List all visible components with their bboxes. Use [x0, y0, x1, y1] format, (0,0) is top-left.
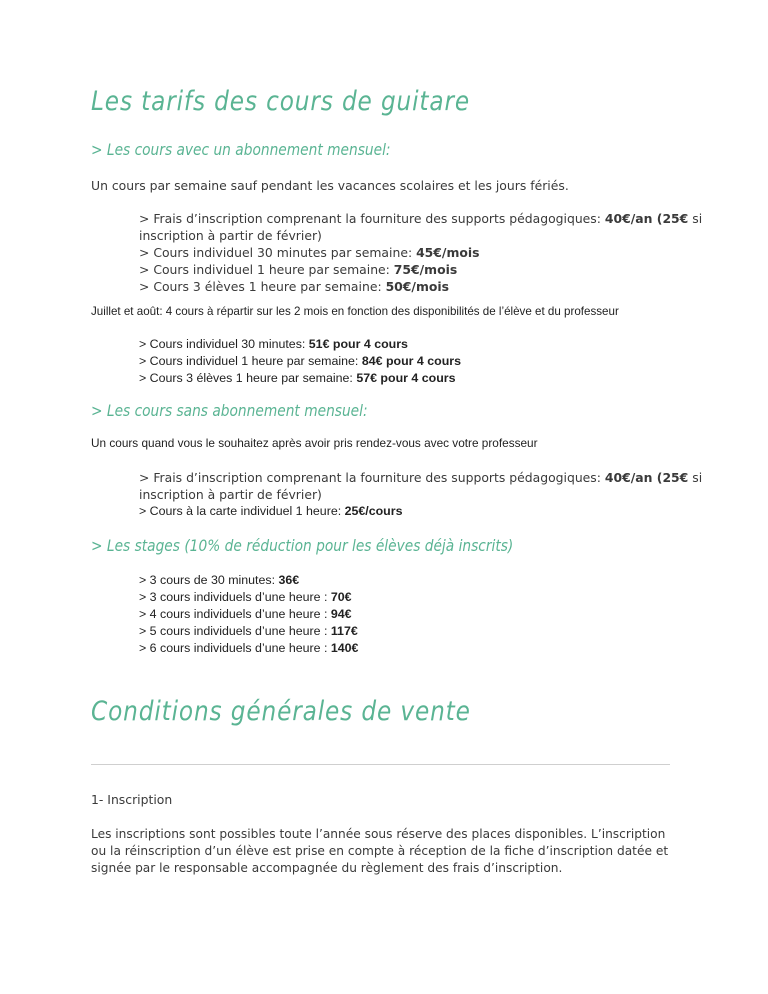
list-item	[139, 261, 679, 278]
item-text: > Cours à la carte individuel 1 heure:	[139, 504, 345, 518]
monthly-intro: Un cours par semaine sauf pendant les vacances scolaires et les jours fériés.	[91, 178, 569, 193]
item-price: 94€	[330, 607, 352, 621]
summer-intro: Juillet et août: 4 cours à répartir sur les 2 mois en fonction des disponibilités de l’élève et du professeur	[91, 305, 619, 318]
list-item	[139, 589, 679, 606]
monthly-list	[139, 210, 703, 295]
item-text: > 4 cours individuels d’une heure :	[139, 607, 331, 621]
fees-line	[139, 210, 703, 227]
cgv-subheading: 1- Inscription	[91, 792, 173, 807]
fees-text: > Frais d’inscription comprenant la fourniture des supports pédagogiques:	[139, 211, 605, 226]
item-price: 50€/mois	[385, 279, 449, 294]
item-price: 45€/mois	[416, 245, 480, 260]
page-title: Les tarifs des cours de guitare	[91, 86, 471, 117]
fees-text-end: si	[688, 211, 703, 226]
fees-line-2: inscription à partir de février)	[139, 487, 322, 502]
item-price: 57€ pour 4 cours	[356, 371, 456, 385]
item-text: > Cours individuel 30 minutes par semaine:	[139, 245, 417, 260]
item-price: 25€/cours	[344, 504, 403, 518]
list-item	[139, 278, 679, 295]
item-text: > Cours individuel 1 heure par semaine:	[139, 354, 362, 368]
item-text: > Cours 3 élèves 1 heure par semaine:	[139, 279, 386, 294]
item-price: 140€	[330, 641, 359, 655]
item-text: > Cours individuel 1 heure par semaine:	[139, 262, 394, 277]
list-item	[139, 336, 679, 353]
item-text: > 6 cours individuels d’une heure :	[139, 641, 331, 655]
item-price: 84€ pour 4 cours	[361, 354, 461, 368]
item-price: 117€	[330, 624, 358, 638]
fees-line	[139, 469, 703, 486]
list-item	[139, 572, 679, 589]
cgv-paragraph: Les inscriptions sont possibles toute l’année sous réserve des places disponibles. L’inscription ou la réinscription d’un élève est prise en compte à réception de la fiche d’inscription datée et signée par le responsable accompagnée du règlement des frais d’inscription.	[91, 827, 669, 875]
list-item	[139, 503, 679, 520]
list-item	[139, 606, 679, 623]
item-price: 36€	[278, 573, 300, 587]
item-price: 75€/mois	[393, 262, 458, 277]
no-sub-intro: Un cours quand vous le souhaitez après avoir pris rendez-vous avec votre professeur	[91, 436, 538, 450]
item-text: > 3 cours de 30 minutes:	[139, 573, 279, 587]
heading-monthly: > Les cours avec un abonnement mensuel:	[91, 140, 391, 159]
heading-stages: > Les stages (10% de réduction pour les élèves déjà inscrits)	[91, 536, 514, 555]
item-text: > 3 cours individuels d’une heure :	[139, 590, 331, 604]
fees-text-end: si	[688, 470, 703, 485]
list-item	[139, 640, 679, 657]
list-item	[139, 623, 679, 640]
cgv-title: Conditions générales de vente	[91, 696, 471, 727]
heading-no-subscription: > Les cours sans abonnement mensuel:	[91, 401, 368, 420]
item-text: > 5 cours individuels d’une heure :	[139, 624, 331, 638]
fees-text: > Frais d’inscription comprenant la fourniture des supports pédagogiques:	[139, 470, 605, 485]
fees-line-2: inscription à partir de février)	[139, 228, 322, 243]
stages-list	[139, 572, 679, 657]
item-text: > Cours individuel 30 minutes:	[139, 337, 309, 351]
item-price: 51€ pour 4 cours	[308, 337, 408, 351]
no-sub-list	[139, 469, 703, 520]
list-item	[139, 353, 679, 370]
summer-list	[139, 336, 679, 387]
list-item	[139, 370, 679, 387]
fees-price: 40€/an (25€	[604, 211, 689, 226]
item-price: 70€	[330, 590, 352, 604]
list-item	[139, 244, 679, 261]
fees-price: 40€/an (25€	[604, 470, 689, 485]
divider	[91, 764, 670, 765]
item-text: > Cours 3 élèves 1 heure par semaine:	[139, 371, 357, 385]
